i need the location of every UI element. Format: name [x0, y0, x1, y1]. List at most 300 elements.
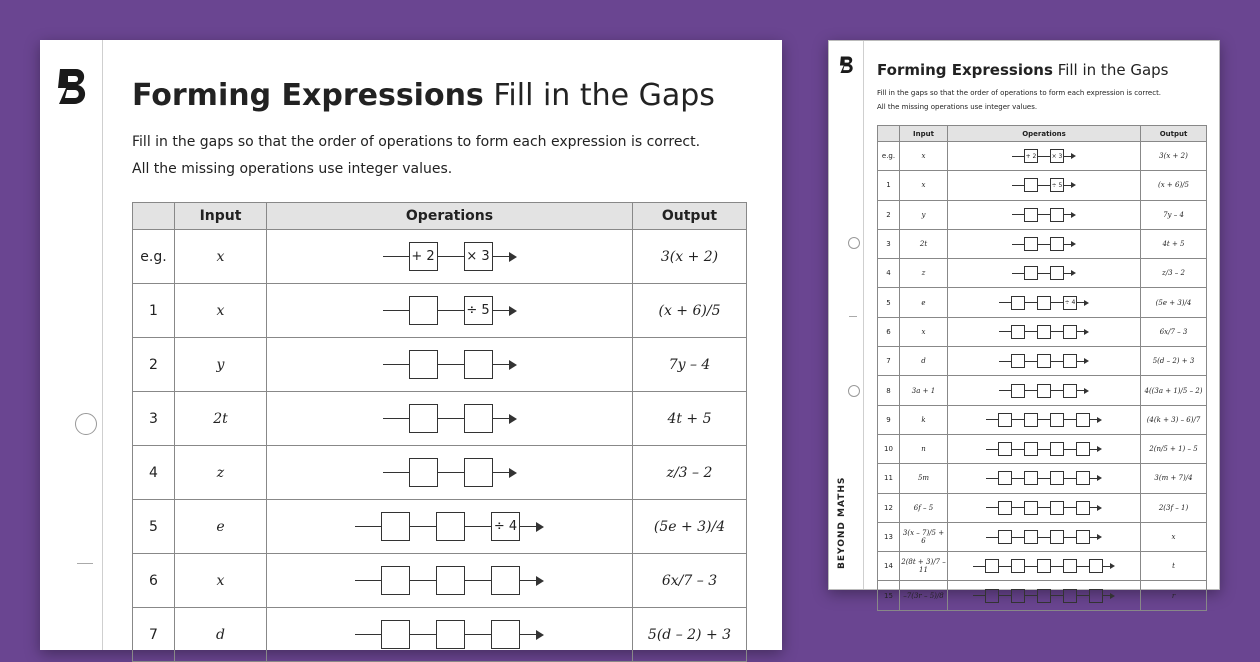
chain-line — [1012, 478, 1024, 479]
chain-line — [1051, 566, 1063, 567]
table-row — [878, 552, 1207, 581]
operation-box: × 3 — [464, 242, 493, 271]
chain-line — [1064, 244, 1071, 245]
operation-gap-box[interactable] — [464, 458, 493, 487]
expressions-table — [132, 202, 747, 662]
chain-line — [410, 580, 436, 581]
row-label: 5 — [878, 288, 900, 317]
row-label: 9 — [878, 405, 900, 434]
operation-gap-box[interactable] — [998, 501, 1012, 515]
input-cell: k — [900, 405, 948, 434]
chain-line — [1077, 566, 1089, 567]
operation-gap-box[interactable] — [1011, 325, 1025, 339]
output-cell: 3(x + 2) — [1141, 142, 1207, 171]
operation-gap-box[interactable] — [1011, 354, 1025, 368]
operation-chain — [949, 237, 1139, 251]
arrow-right-icon — [1071, 241, 1076, 247]
chain-line — [410, 634, 436, 635]
chain-line — [1064, 214, 1071, 215]
output-cell: (x + 6)/5 — [633, 284, 747, 338]
chain-line — [1051, 331, 1063, 332]
arrow-right-icon — [1097, 417, 1102, 423]
operation-gap-box[interactable] — [1037, 559, 1051, 573]
operation-gap-box[interactable] — [464, 404, 493, 433]
input-cell: x — [175, 284, 267, 338]
instruction-1: Fill in the gaps so that the order of operations to form each expression is correct. — [132, 134, 701, 150]
row-label: 13 — [878, 522, 900, 551]
chain-line — [986, 478, 998, 479]
chain-line — [383, 364, 409, 365]
operation-gap-box[interactable] — [1037, 354, 1051, 368]
chain-line — [1103, 566, 1110, 567]
row-label: 3 — [878, 229, 900, 258]
operations-cell — [948, 493, 1141, 522]
margin-line — [102, 40, 103, 650]
instruction-2: All the missing operations use integer values. — [132, 161, 453, 177]
header-output: Output — [633, 203, 747, 230]
row-label: 7 — [878, 347, 900, 376]
operation-chain — [949, 413, 1139, 427]
arrow-right-icon — [1097, 505, 1102, 511]
operations-cell — [267, 608, 633, 662]
operations-cell — [948, 434, 1141, 463]
output-cell: 6x/7 – 3 — [633, 554, 747, 608]
operation-gap-box[interactable] — [1050, 208, 1064, 222]
operations-cell — [267, 338, 633, 392]
row-label: 2 — [878, 200, 900, 229]
chain-line — [1012, 537, 1024, 538]
chain-line — [1038, 449, 1050, 450]
output-cell: 4t + 5 — [1141, 229, 1207, 258]
chain-line — [438, 418, 464, 419]
chain-line — [1090, 419, 1097, 420]
chain-line — [438, 364, 464, 365]
chain-line — [1025, 361, 1037, 362]
table-row — [878, 581, 1207, 610]
operation-chain — [268, 620, 631, 649]
chain-line — [1038, 185, 1050, 186]
table-row — [878, 288, 1207, 317]
operations-cell — [948, 464, 1141, 493]
operation-chain — [949, 384, 1139, 398]
operations-cell — [267, 284, 633, 338]
chain-line — [1025, 390, 1037, 391]
arrow-right-icon — [1071, 182, 1076, 188]
row-label: 3 — [133, 392, 175, 446]
chain-line — [465, 580, 491, 581]
row-label: 1 — [878, 171, 900, 200]
operation-gap-box[interactable] — [998, 413, 1012, 427]
chain-line — [1012, 185, 1024, 186]
table-row — [878, 317, 1207, 346]
header-input: Input — [900, 126, 948, 142]
header-input: Input — [175, 203, 267, 230]
output-cell: 4((3a + 1)/5 – 2) — [1141, 376, 1207, 405]
table-row — [133, 284, 747, 338]
input-cell: 6f – 5 — [900, 493, 948, 522]
row-label: 6 — [878, 317, 900, 346]
operations-cell — [948, 376, 1141, 405]
input-cell: e — [900, 288, 948, 317]
operation-gap-box[interactable] — [436, 566, 465, 595]
chain-line — [1064, 449, 1076, 450]
operation-chain — [949, 442, 1139, 456]
arrow-right-icon — [1110, 593, 1115, 599]
chain-line — [986, 419, 998, 420]
operation-gap-box[interactable] — [1076, 501, 1090, 515]
chain-line — [999, 390, 1011, 391]
operation-gap-box[interactable] — [464, 350, 493, 379]
operation-chain — [949, 589, 1139, 603]
operation-gap-box[interactable] — [1050, 442, 1064, 456]
operation-gap-box[interactable] — [381, 566, 410, 595]
operation-gap-box[interactable] — [409, 296, 438, 325]
input-cell: x — [175, 230, 267, 284]
output-cell: 5(d – 2) + 3 — [633, 608, 747, 662]
operations-cell — [948, 405, 1141, 434]
output-cell: (5e + 3)/4 — [633, 500, 747, 554]
operation-chain — [949, 178, 1139, 192]
header-operations: Operations — [948, 126, 1141, 142]
chain-line — [438, 310, 464, 311]
instruction-2: All the missing operations use integer values. — [877, 103, 1038, 111]
chain-line — [1064, 507, 1076, 508]
operation-gap-box[interactable] — [1063, 325, 1077, 339]
output-cell: 7y – 4 — [633, 338, 747, 392]
output-cell: 6x/7 – 3 — [1141, 317, 1207, 346]
chain-line — [383, 310, 409, 311]
operations-cell — [948, 229, 1141, 258]
operation-gap-box[interactable] — [1024, 413, 1038, 427]
output-cell: 7y – 4 — [1141, 200, 1207, 229]
operation-gap-box[interactable] — [1089, 559, 1103, 573]
row-label: 8 — [878, 376, 900, 405]
chain-line — [1090, 537, 1097, 538]
worksheet-title — [877, 61, 1168, 79]
operation-chain — [949, 149, 1139, 163]
chain-line — [520, 526, 536, 527]
chain-line — [465, 634, 491, 635]
chain-line — [1012, 244, 1024, 245]
output-cell: r — [1141, 581, 1207, 610]
operation-gap-box[interactable] — [409, 458, 438, 487]
chain-line — [1025, 331, 1037, 332]
arrow-right-icon — [1097, 475, 1102, 481]
table-row — [133, 446, 747, 500]
operation-gap-box[interactable] — [1024, 208, 1038, 222]
arrow-right-icon — [509, 252, 517, 262]
operation-gap-box[interactable] — [1024, 471, 1038, 485]
chain-line — [1077, 595, 1089, 596]
table-row — [878, 259, 1207, 288]
input-cell: x — [900, 171, 948, 200]
operation-gap-box[interactable] — [491, 620, 520, 649]
row-label: 6 — [133, 554, 175, 608]
worksheet-page-small — [828, 40, 1220, 600]
input-cell: 2t — [175, 392, 267, 446]
operation-gap-box[interactable] — [1050, 530, 1064, 544]
instruction-1: Fill in the gaps so that the order of operations to form each expression is correct. — [877, 89, 1162, 97]
arrow-right-icon — [1071, 270, 1076, 276]
title-bold: Forming Expressions — [877, 61, 1053, 79]
chain-line — [1103, 595, 1110, 596]
operation-gap-box[interactable] — [998, 471, 1012, 485]
chain-line — [1038, 537, 1050, 538]
operation-chain — [268, 242, 631, 271]
chain-line — [383, 418, 409, 419]
operation-chain — [268, 512, 631, 541]
table-row — [878, 493, 1207, 522]
output-cell: 2(3f – 1) — [1141, 493, 1207, 522]
operation-chain — [949, 208, 1139, 222]
arrow-right-icon — [1097, 446, 1102, 452]
input-cell: n — [900, 434, 948, 463]
operation-gap-box[interactable] — [1050, 413, 1064, 427]
operation-gap-box[interactable] — [998, 442, 1012, 456]
table-row — [133, 230, 747, 284]
row-label: 15 — [878, 581, 900, 610]
arrow-right-icon — [1097, 534, 1102, 540]
beyond-logo-icon — [56, 66, 90, 106]
arrow-right-icon — [536, 630, 544, 640]
arrow-right-icon — [536, 522, 544, 532]
chain-line — [1038, 419, 1050, 420]
table-row — [878, 142, 1207, 171]
row-label: 2 — [133, 338, 175, 392]
operations-cell — [948, 171, 1141, 200]
operation-gap-box[interactable] — [1076, 471, 1090, 485]
header-output: Output — [1141, 126, 1207, 142]
chain-line — [438, 256, 464, 257]
arrow-right-icon — [1084, 329, 1089, 335]
operation-chain — [949, 559, 1139, 573]
input-cell: z — [900, 259, 948, 288]
chain-line — [383, 472, 409, 473]
operation-gap-box[interactable] — [1063, 559, 1077, 573]
operation-gap-box[interactable] — [436, 620, 465, 649]
beyond-logo-icon — [839, 55, 855, 74]
operation-gap-box[interactable] — [1076, 530, 1090, 544]
header-blank — [878, 126, 900, 142]
operation-gap-box[interactable] — [985, 589, 999, 603]
operations-cell — [267, 392, 633, 446]
operation-gap-box[interactable] — [1089, 589, 1103, 603]
arrow-right-icon — [1110, 563, 1115, 569]
title-rest: Fill in the Gaps — [493, 78, 715, 113]
row-label: e.g. — [133, 230, 175, 284]
operation-chain — [268, 350, 631, 379]
operations-cell — [267, 500, 633, 554]
operation-chain — [949, 354, 1139, 368]
table-row — [133, 338, 747, 392]
row-label: 11 — [878, 464, 900, 493]
header-operations: Operations — [267, 203, 633, 230]
arrow-right-icon — [1084, 300, 1089, 306]
chain-line — [1077, 390, 1084, 391]
chain-line — [999, 331, 1011, 332]
operation-gap-box[interactable] — [1037, 296, 1051, 310]
operation-gap-box[interactable] — [1011, 296, 1025, 310]
operation-gap-box[interactable] — [1063, 589, 1077, 603]
chain-line — [1025, 595, 1037, 596]
chain-line — [1090, 449, 1097, 450]
output-cell: 3(x + 2) — [633, 230, 747, 284]
chain-line — [1012, 449, 1024, 450]
chain-line — [1025, 302, 1037, 303]
chain-line — [1038, 156, 1050, 157]
input-cell: 3a + 1 — [900, 376, 948, 405]
operation-gap-box[interactable] — [1024, 501, 1038, 515]
operations-cell — [948, 200, 1141, 229]
chain-line — [410, 526, 436, 527]
table-row — [133, 554, 747, 608]
table-row — [878, 376, 1207, 405]
chain-line — [520, 634, 536, 635]
operation-gap-box[interactable] — [1050, 471, 1064, 485]
operation-gap-box[interactable] — [1037, 325, 1051, 339]
output-cell: 3(m + 7)/4 — [1141, 464, 1207, 493]
operation-chain — [949, 296, 1139, 310]
row-label: 12 — [878, 493, 900, 522]
worksheet-page-large — [40, 40, 782, 650]
output-cell: (5e + 3)/4 — [1141, 288, 1207, 317]
chain-line — [465, 526, 491, 527]
output-cell: z/3 – 2 — [1141, 259, 1207, 288]
chain-line — [1064, 419, 1076, 420]
operation-gap-box[interactable] — [409, 404, 438, 433]
output-cell: 2(n/5 + 1) – 5 — [1141, 434, 1207, 463]
operation-box: ÷ 4 — [1063, 296, 1077, 310]
operations-cell — [948, 552, 1141, 581]
operation-gap-box[interactable] — [1076, 413, 1090, 427]
operation-box: + 2 — [409, 242, 438, 271]
operation-box: × 3 — [1050, 149, 1064, 163]
arrow-right-icon — [1071, 212, 1076, 218]
chain-line — [1038, 478, 1050, 479]
chain-line — [1064, 185, 1071, 186]
chain-line — [1064, 156, 1071, 157]
expressions-table — [877, 125, 1207, 611]
chain-line — [1038, 273, 1050, 274]
row-label: 5 — [133, 500, 175, 554]
operations-cell — [948, 347, 1141, 376]
operation-gap-box[interactable] — [1024, 530, 1038, 544]
operation-box: ÷ 4 — [491, 512, 520, 541]
chain-line — [1038, 507, 1050, 508]
operation-gap-box[interactable] — [1011, 559, 1025, 573]
operations-cell — [267, 230, 633, 284]
margin-line — [863, 41, 864, 589]
operation-gap-box[interactable] — [1024, 237, 1038, 251]
chain-line — [1064, 273, 1071, 274]
chain-line — [999, 595, 1011, 596]
chain-line — [493, 364, 509, 365]
operation-gap-box[interactable] — [1050, 266, 1064, 280]
output-cell: t — [1141, 552, 1207, 581]
operation-chain — [268, 458, 631, 487]
output-cell: 4t + 5 — [633, 392, 747, 446]
chain-line — [999, 361, 1011, 362]
operation-gap-box[interactable] — [381, 620, 410, 649]
operation-gap-box[interactable] — [1050, 237, 1064, 251]
operation-gap-box[interactable] — [1076, 442, 1090, 456]
header-blank — [133, 203, 175, 230]
operation-gap-box[interactable] — [1050, 501, 1064, 515]
operation-gap-box[interactable] — [1037, 589, 1051, 603]
arrow-right-icon — [509, 414, 517, 424]
operation-gap-box[interactable] — [1011, 384, 1025, 398]
operation-box: + 2 — [1024, 149, 1038, 163]
operation-gap-box[interactable] — [1037, 384, 1051, 398]
chain-line — [1051, 302, 1063, 303]
operation-gap-box[interactable] — [1011, 589, 1025, 603]
operation-gap-box[interactable] — [491, 566, 520, 595]
operation-box: ÷ 5 — [464, 296, 493, 325]
chain-line — [1025, 566, 1037, 567]
row-label: 7 — [133, 608, 175, 662]
table-row — [878, 171, 1207, 200]
operation-gap-box[interactable] — [1063, 384, 1077, 398]
arrow-right-icon — [1084, 388, 1089, 394]
operation-gap-box[interactable] — [436, 512, 465, 541]
punch-hole — [848, 385, 860, 397]
operations-cell — [948, 142, 1141, 171]
operations-cell — [948, 288, 1141, 317]
arrow-right-icon — [1071, 153, 1076, 159]
operation-gap-box[interactable] — [1024, 442, 1038, 456]
operation-gap-box[interactable] — [998, 530, 1012, 544]
chain-line — [1012, 214, 1024, 215]
output-cell: z/3 – 2 — [633, 446, 747, 500]
punch-hole — [848, 237, 860, 249]
output-cell: (x + 6)/5 — [1141, 171, 1207, 200]
input-cell: d — [175, 608, 267, 662]
table-row — [133, 608, 747, 662]
chain-line — [1064, 478, 1076, 479]
operation-gap-box[interactable] — [985, 559, 999, 573]
chain-line — [438, 472, 464, 473]
chain-line — [493, 310, 509, 311]
operations-cell — [948, 581, 1141, 610]
chain-line — [1077, 302, 1084, 303]
operation-gap-box[interactable] — [1024, 266, 1038, 280]
input-cell: e — [175, 500, 267, 554]
chain-line — [999, 566, 1011, 567]
chain-line — [355, 634, 381, 635]
operation-chain — [949, 325, 1139, 339]
operation-gap-box[interactable] — [1063, 354, 1077, 368]
chain-line — [1038, 214, 1050, 215]
output-cell: x — [1141, 522, 1207, 551]
chain-line — [1077, 331, 1084, 332]
title-rest: Fill in the Gaps — [1057, 61, 1169, 79]
chain-line — [1090, 507, 1097, 508]
input-cell: 2(8t + 3)/7 – 11 — [900, 552, 948, 581]
chain-line — [986, 449, 998, 450]
chain-line — [999, 302, 1011, 303]
chain-line — [1051, 390, 1063, 391]
row-label: 1 — [133, 284, 175, 338]
chain-line — [986, 507, 998, 508]
chain-line — [1012, 507, 1024, 508]
chain-line — [973, 595, 985, 596]
operation-gap-box[interactable] — [409, 350, 438, 379]
operation-gap-box[interactable] — [381, 512, 410, 541]
operation-gap-box[interactable] — [1024, 178, 1038, 192]
operations-cell — [948, 317, 1141, 346]
table-row — [878, 464, 1207, 493]
operation-chain — [268, 296, 631, 325]
